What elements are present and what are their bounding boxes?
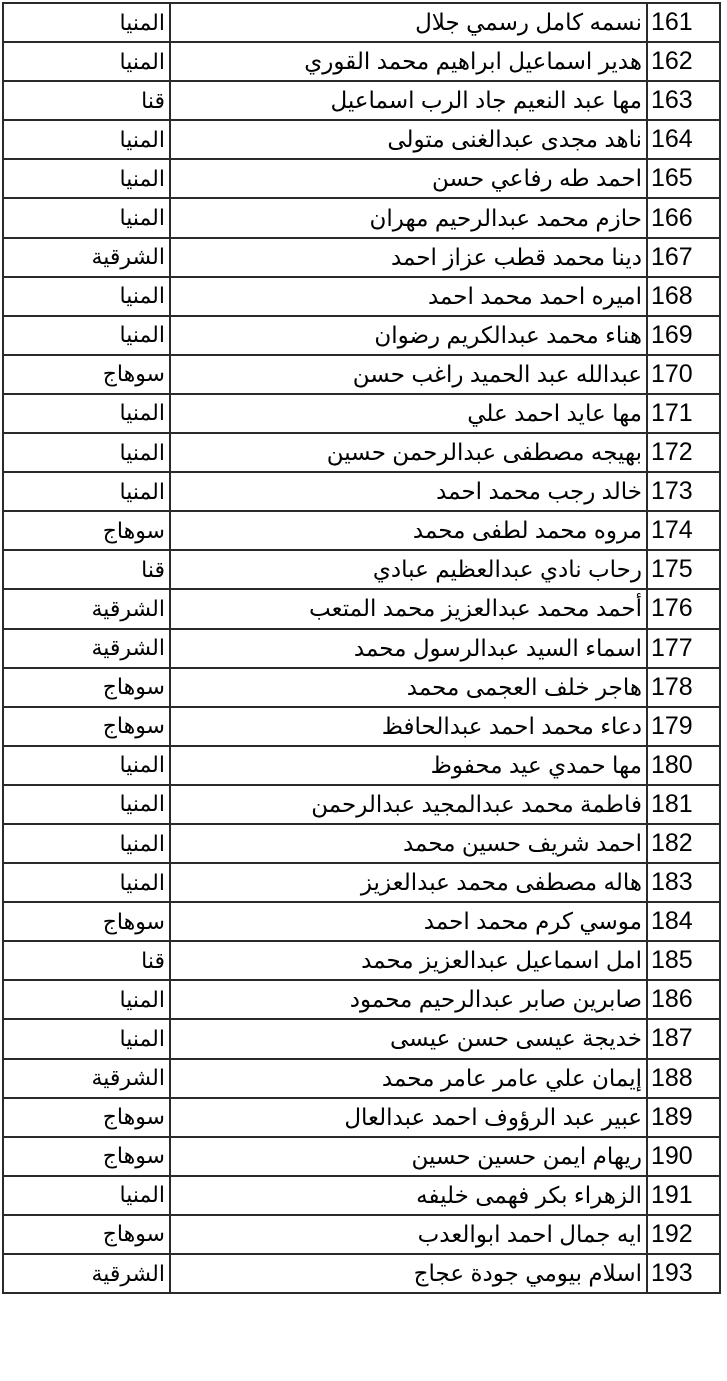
serial-number-cell: 165 <box>647 159 720 198</box>
governorate-cell: الشرقية <box>3 589 170 628</box>
name-cell: خديجة عيسى حسن عيسى <box>170 1019 647 1058</box>
governorate-cell: سوهاج <box>3 668 170 707</box>
governorate-cell: المنيا <box>3 746 170 785</box>
table-row <box>3 316 720 355</box>
governorate-cell: المنيا <box>3 394 170 433</box>
governorate-cell: الشرقية <box>3 1254 170 1293</box>
table-row <box>3 394 720 433</box>
name-cell: الزهراء بكر فهمى خليفه <box>170 1176 647 1215</box>
governorate-cell: المنيا <box>3 1019 170 1058</box>
serial-number-cell: 182 <box>647 824 720 863</box>
serial-number-cell: 170 <box>647 355 720 394</box>
serial-number-cell: 162 <box>647 42 720 81</box>
serial-number-cell: 172 <box>647 433 720 472</box>
serial-number-cell: 183 <box>647 863 720 902</box>
name-cell: مها عايد احمد علي <box>170 394 647 433</box>
serial-number-cell: 164 <box>647 120 720 159</box>
name-cell: ايه جمال احمد ابوالعدب <box>170 1215 647 1254</box>
serial-number-cell: 181 <box>647 785 720 824</box>
governorate-cell: المنيا <box>3 159 170 198</box>
governorate-cell: المنيا <box>3 42 170 81</box>
name-cell: رحاب نادي عبدالعظيم عبادي <box>170 550 647 589</box>
serial-number-cell: 192 <box>647 1215 720 1254</box>
name-cell: مها حمدي عيد محفوظ <box>170 746 647 785</box>
table-row <box>3 902 720 941</box>
table-row <box>3 81 720 120</box>
governorate-cell: قنا <box>3 550 170 589</box>
name-cell: بهيجه مصطفى عبدالرحمن حسين <box>170 433 647 472</box>
governorate-cell: سوهاج <box>3 902 170 941</box>
governorate-cell: المنيا <box>3 120 170 159</box>
name-cell: دعاء محمد احمد عبدالحافظ <box>170 707 647 746</box>
table-row <box>3 707 720 746</box>
serial-number-cell: 171 <box>647 394 720 433</box>
serial-number-cell: 176 <box>647 589 720 628</box>
serial-number-cell: 188 <box>647 1059 720 1098</box>
name-cell: خالد رجب محمد احمد <box>170 472 647 511</box>
serial-number-cell: 178 <box>647 668 720 707</box>
governorate-cell: المنيا <box>3 433 170 472</box>
serial-number-cell: 180 <box>647 746 720 785</box>
name-cell: صابرين صابر عبدالرحيم محمود <box>170 980 647 1019</box>
serial-number-cell: 189 <box>647 1098 720 1137</box>
table-row <box>3 1059 720 1098</box>
table-row <box>3 941 720 980</box>
serial-number-cell: 167 <box>647 238 720 277</box>
name-cell: اميره احمد محمد احمد <box>170 277 647 316</box>
governorate-cell: قنا <box>3 81 170 120</box>
name-cell: أحمد محمد عبدالعزيز محمد المتعب <box>170 589 647 628</box>
table-row <box>3 1176 720 1215</box>
name-cell: حازم محمد عبدالرحيم مهران <box>170 198 647 237</box>
governorate-cell: الشرقية <box>3 1059 170 1098</box>
governorate-cell: سوهاج <box>3 511 170 550</box>
serial-number-cell: 177 <box>647 629 720 668</box>
table-row <box>3 668 720 707</box>
serial-number-cell: 175 <box>647 550 720 589</box>
governorate-cell: المنيا <box>3 863 170 902</box>
table-row <box>3 1098 720 1137</box>
name-cell: امل اسماعيل عبدالعزيز محمد <box>170 941 647 980</box>
table-row <box>3 863 720 902</box>
governorate-cell: المنيا <box>3 316 170 355</box>
governorate-cell: سوهاج <box>3 355 170 394</box>
name-cell: هناء محمد عبدالكريم رضوان <box>170 316 647 355</box>
name-cell: احمد طه رفاعي حسن <box>170 159 647 198</box>
governorate-cell: المنيا <box>3 3 170 42</box>
name-cell: إيمان علي عامر عامر محمد <box>170 1059 647 1098</box>
name-cell: مها عبد النعيم جاد الرب اسماعيل <box>170 81 647 120</box>
table-row <box>3 433 720 472</box>
table-row <box>3 1019 720 1058</box>
governorate-cell: المنيا <box>3 824 170 863</box>
name-cell: اسماء السيد عبدالرسول محمد <box>170 629 647 668</box>
serial-number-cell: 174 <box>647 511 720 550</box>
serial-number-cell: 166 <box>647 198 720 237</box>
name-cell: ريهام ايمن حسين حسين <box>170 1137 647 1176</box>
governorate-cell: المنيا <box>3 198 170 237</box>
name-cell: هاجر خلف العجمى محمد <box>170 668 647 707</box>
table-row <box>3 550 720 589</box>
governorate-cell: الشرقية <box>3 238 170 277</box>
name-cell: نسمه كامل رسمي جلال <box>170 3 647 42</box>
table-row <box>3 746 720 785</box>
table-row <box>3 472 720 511</box>
name-cell: مروه محمد لطفى محمد <box>170 511 647 550</box>
table-row <box>3 238 720 277</box>
governorate-cell: سوهاج <box>3 1137 170 1176</box>
name-cell: عبير عبد الرؤوف احمد عبدالعال <box>170 1098 647 1137</box>
serial-number-cell: 187 <box>647 1019 720 1058</box>
table-row <box>3 589 720 628</box>
names-table-body <box>3 3 720 1293</box>
serial-number-cell: 173 <box>647 472 720 511</box>
serial-number-cell: 185 <box>647 941 720 980</box>
table-row <box>3 1215 720 1254</box>
governorate-cell: المنيا <box>3 785 170 824</box>
table-row <box>3 42 720 81</box>
name-cell: فاطمة محمد عبدالمجيد عبدالرحمن <box>170 785 647 824</box>
table-row <box>3 980 720 1019</box>
table-row <box>3 1254 720 1293</box>
governorate-cell: المنيا <box>3 980 170 1019</box>
table-row <box>3 824 720 863</box>
table-row <box>3 785 720 824</box>
name-cell: عبدالله عبد الحميد راغب حسن <box>170 355 647 394</box>
table-row <box>3 3 720 42</box>
serial-number-cell: 168 <box>647 277 720 316</box>
table-row <box>3 1137 720 1176</box>
name-cell: ناهد مجدى عبدالغنى متولى <box>170 120 647 159</box>
table-row <box>3 277 720 316</box>
serial-number-cell: 190 <box>647 1137 720 1176</box>
name-cell: اسلام بيومي جودة عجاج <box>170 1254 647 1293</box>
name-cell: احمد شريف حسين محمد <box>170 824 647 863</box>
governorate-cell: سوهاج <box>3 1215 170 1254</box>
names-table <box>2 2 721 1294</box>
name-cell: هدير اسماعيل ابراهيم محمد القوري <box>170 42 647 81</box>
name-cell: هاله مصطفى محمد عبدالعزيز <box>170 863 647 902</box>
governorate-cell: المنيا <box>3 277 170 316</box>
table-row <box>3 355 720 394</box>
table-row <box>3 629 720 668</box>
governorate-cell: الشرقية <box>3 629 170 668</box>
serial-number-cell: 161 <box>647 3 720 42</box>
table-row <box>3 198 720 237</box>
serial-number-cell: 179 <box>647 707 720 746</box>
table-row <box>3 159 720 198</box>
governorate-cell: المنيا <box>3 1176 170 1215</box>
serial-number-cell: 191 <box>647 1176 720 1215</box>
governorate-cell: المنيا <box>3 472 170 511</box>
serial-number-cell: 169 <box>647 316 720 355</box>
table-row <box>3 120 720 159</box>
table-row <box>3 511 720 550</box>
name-cell: دينا محمد قطب عزاز احمد <box>170 238 647 277</box>
name-cell: موسي كرم محمد احمد <box>170 902 647 941</box>
serial-number-cell: 163 <box>647 81 720 120</box>
governorate-cell: سوهاج <box>3 1098 170 1137</box>
governorate-cell: سوهاج <box>3 707 170 746</box>
serial-number-cell: 184 <box>647 902 720 941</box>
governorate-cell: قنا <box>3 941 170 980</box>
serial-number-cell: 193 <box>647 1254 720 1293</box>
serial-number-cell: 186 <box>647 980 720 1019</box>
